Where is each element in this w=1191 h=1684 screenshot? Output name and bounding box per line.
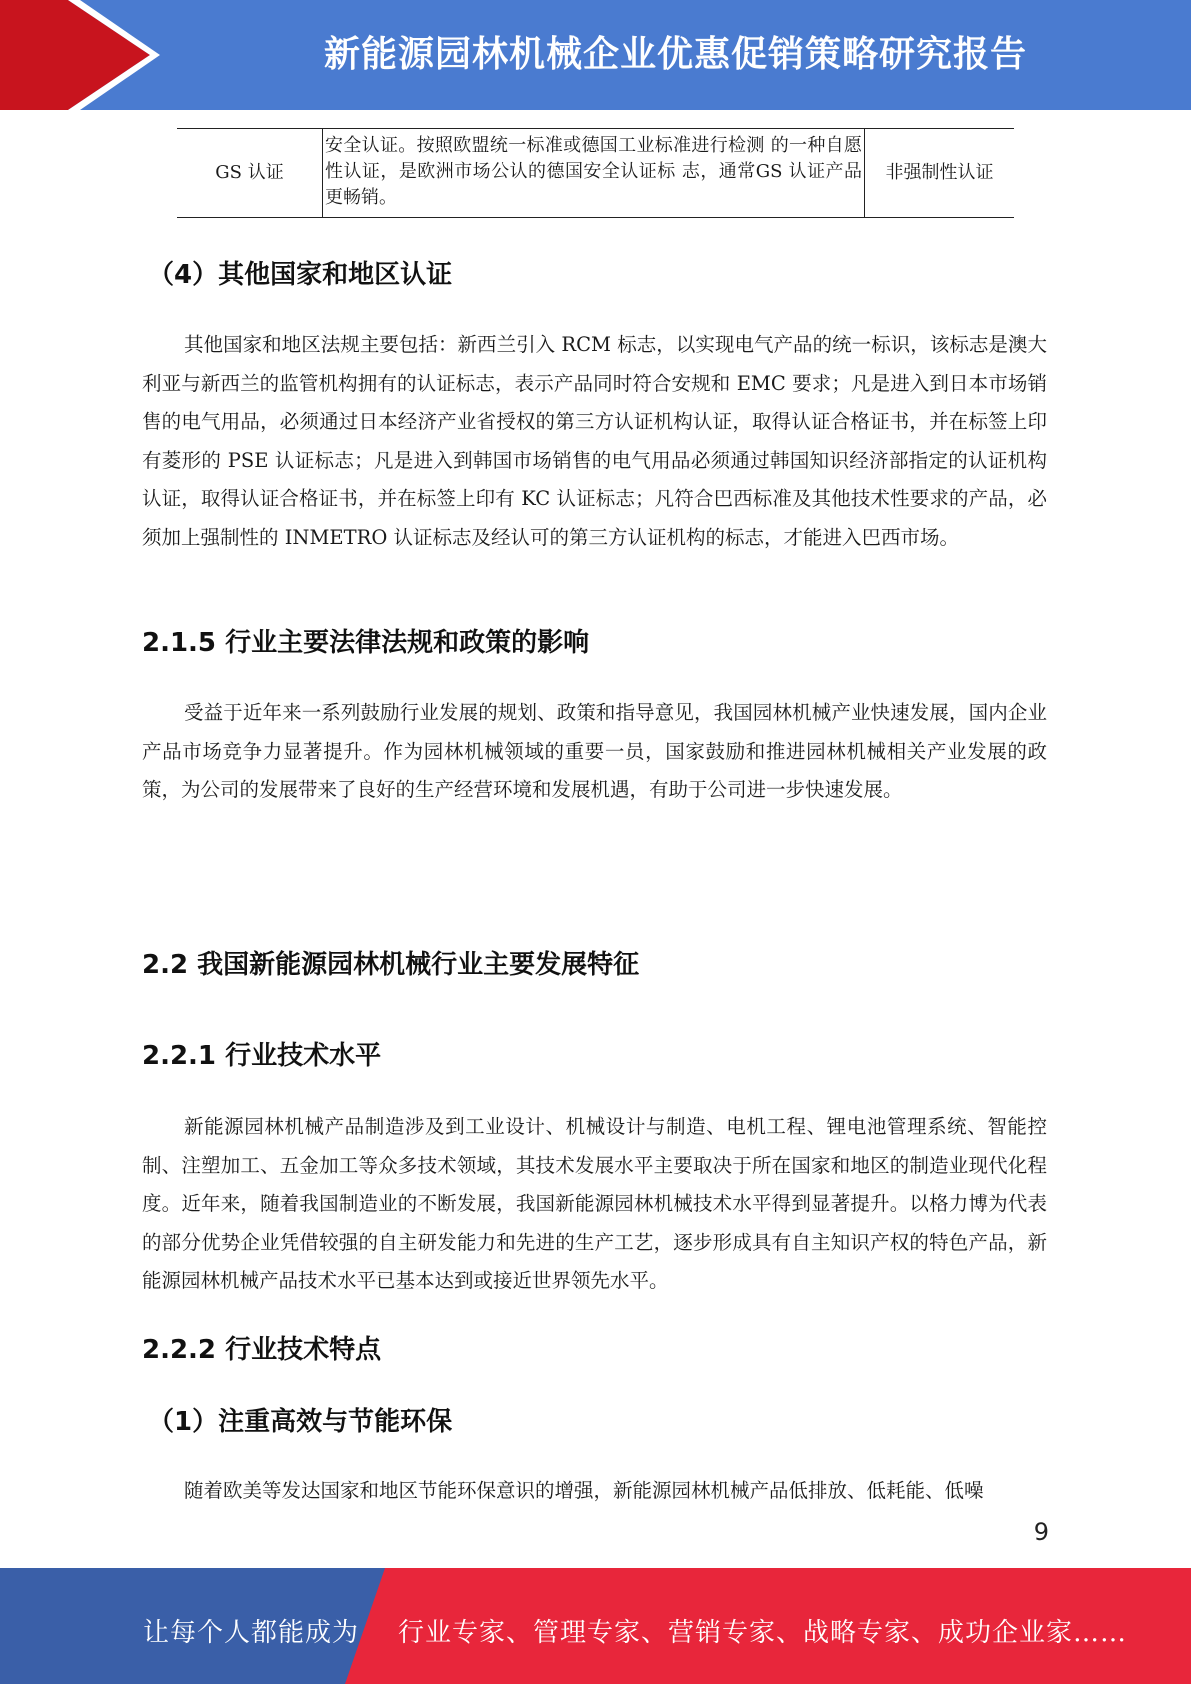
table-row [177,129,1014,218]
section-heading-other-regions: （4）其他国家和地区认证 [148,260,453,290]
paragraph-efficiency: 随着欧美等发达国家和地区节能环保意识的增强，新能源园林机械产品低排放、低耗能、低噪 [184,1479,984,1502]
section-heading-2-2: 2.2 我国新能源园林机械行业主要发展特征 [142,950,640,980]
paragraph-other-regions: 其他国家和地区法规主要包括：新西兰引入 RCM 标志，以实现电气产品的统一标识，该标志是澳大利亚与新西兰的监管机构拥有的认证标志，表示产品同时符合安规和 EMC 要求；凡是进入到日本市场销售的电气用品，必须通过日本经济产业省授权的第三方认证机构认证，取得认证合格证书，并在标签上印有菱形的 PSE 认证标志；凡是进入到韩国市场销售的电气用品必须通过韩国知识经济部指定的认证机构认证，取得认证合格证书，并在标签上印有 KC 认证标志；凡符合巴西标准及其他技术性要求的产品，必须加上强制性的 INMETRO 认证标志及经认可的第三方认证机构的标志，才能进入巴西市场。 [142,333,1047,549]
page-footer [0,1568,1191,1684]
section-heading-2-2-2: 2.2.2 行业技术特点 [142,1335,382,1365]
paragraph-2-2-1: 新能源园林机械产品制造涉及到工业设计、机械设计与制造、电机工程、锂电池管理系统、智能控制、注塑加工、五金加工等众多技术领域，其技术发展水平主要取决于所在国家和地区的制造业现代化程度。近年来，随着我国制造业的不断发展，我国新能源园林机械技术水平得到显著提升。以格力博为代表的部分优势企业凭借较强的自主研发能力和先进的生产工艺，逐步形成具有自主知识产权的特色产品，新能源园林机械产品技术水平已基本达到或接近世界领先水平。 [142,1115,1047,1292]
page-number: 9 [1033,1518,1049,1546]
header-arrow-logo [0,0,160,110]
footer-slogan-left: 让每个人都能成为 [143,1618,360,1648]
section-heading-2-2-1: 2.2.1 行业技术水平 [142,1041,382,1071]
certification-table [177,128,1014,218]
section-heading-efficiency: （1）注重高效与节能环保 [148,1407,453,1437]
paragraph-2-1-5: 受益于近年来一系列鼓励行业发展的规划、政策和指导意见，我国园林机械产业快速发展，国内企业产品市场竞争力显著提升。作为园林机械领域的重要一员，国家鼓励和推进园林机械相关产业发展的政策，为公司的发展带来了良好的生产经营环境和发展机遇，有助于公司进一步快速发展。 [142,701,1047,801]
cert-name-cell: GS 认证 [177,129,323,218]
section-heading-2-1-5: 2.1.5 行业主要法律法规和政策的影响 [142,628,590,658]
footer-slogan-right: 行业专家、管理专家、营销专家、战略专家、成功企业家…… [398,1618,1128,1648]
header-title: 新能源园林机械企业优惠促销策略研究报告 [323,34,1027,75]
page-header [0,0,1191,110]
cert-description-cell: 安全认证。按照欧盟统一标准或德国工业标准进行检测 的一种自愿性认证，是欧洲市场公认的德国安全认证标 志，通常GS 认证产品更畅销。 [323,129,865,218]
cert-type-cell: 非强制性认证 [885,162,994,183]
